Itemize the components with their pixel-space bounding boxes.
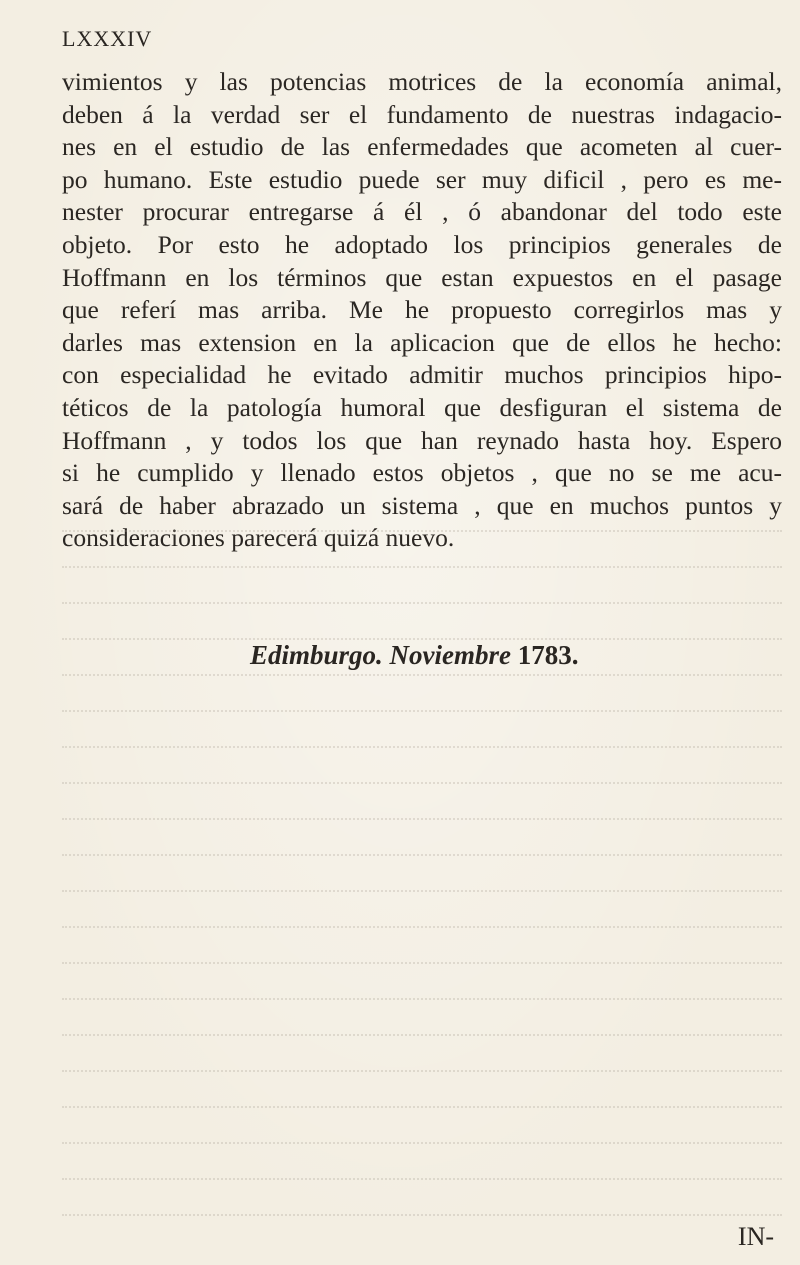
text-line: con especialidad he evitado admitir muchos principios hipo- <box>62 360 782 390</box>
catchword: IN- <box>737 1222 774 1251</box>
text-line: darles mas extension en la aplicacion que de ellos he hecho: <box>62 327 782 357</box>
text-line: nester procurar entregarse á él , ó abandonar del todo este <box>62 197 782 227</box>
page-number-header: LXXXIV <box>62 26 153 51</box>
text-line: si he cumplido y llenado estos objetos , que no se me acu- <box>62 458 782 488</box>
text-line: téticos de la patología humoral que desfiguran el sistema de <box>62 392 782 422</box>
text-line: que referí mas arriba. Me he propuesto corregirlos mas y <box>62 295 782 325</box>
signature-place: Edimburgo. Noviembre <box>250 640 511 670</box>
text-line: consideraciones parecerá quizá nuevo. <box>62 523 455 553</box>
text-line: Hoffmann , y todos los que han reynado hasta hoy. Espero <box>62 425 782 455</box>
text-line: sará de haber abrazado un sistema , que en muchos puntos y <box>62 490 782 520</box>
text-line: vimientos y las potencias motrices de la economía animal, <box>62 67 782 96</box>
signature-place-date <box>250 640 579 671</box>
signature-year: 1783. <box>517 640 579 670</box>
text-line: nes en el estudio de las enfermedades que acometen al cuer- <box>62 132 782 162</box>
body-paragraph <box>62 66 782 555</box>
text-line: po humano. Este estudio puede ser muy dificil , pero es me- <box>62 164 782 194</box>
text-line: Hoffmann en los términos que estan expuestos en el pasage <box>62 262 782 292</box>
text-line: objeto. Por esto he adoptado los principios generales de <box>62 229 782 259</box>
bleed-through-texture <box>62 530 782 1210</box>
text-line: deben á la verdad ser el fundamento de nuestras indagacio- <box>62 99 782 129</box>
